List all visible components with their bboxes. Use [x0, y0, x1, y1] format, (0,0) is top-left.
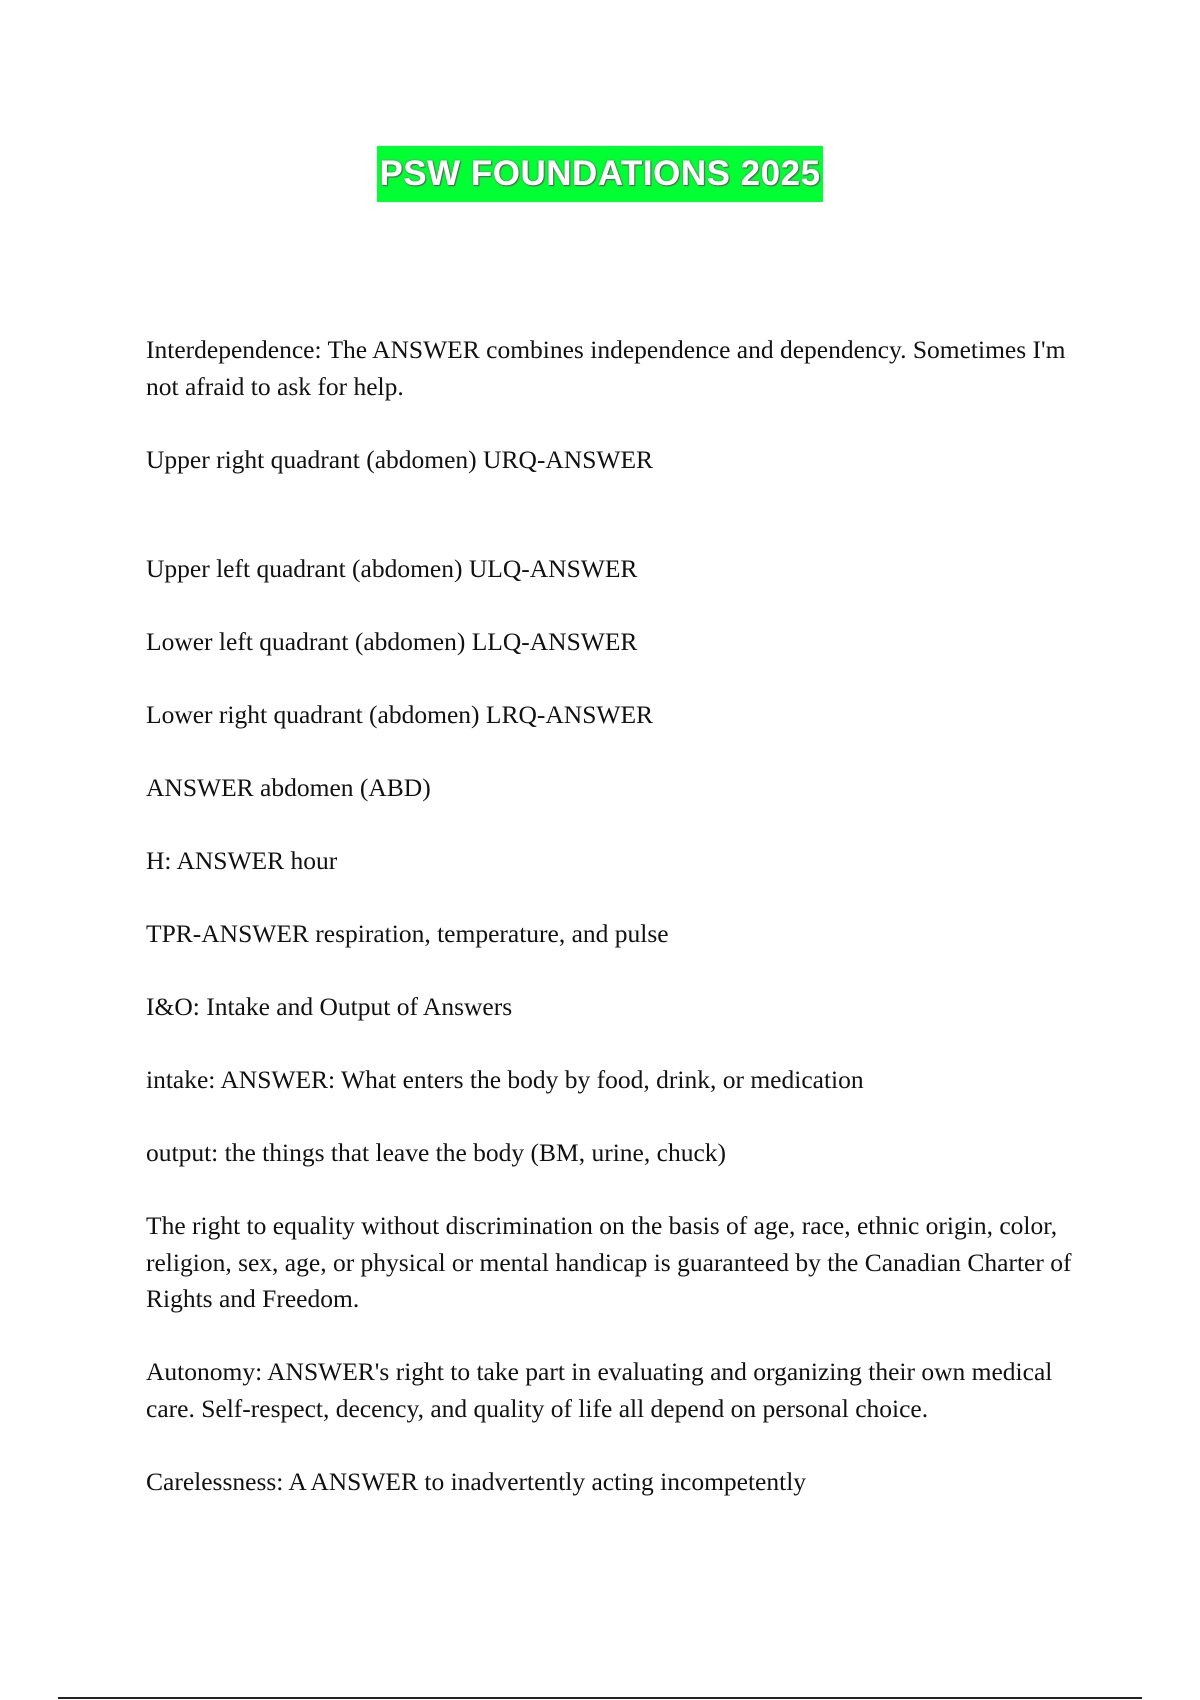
entry-right-to-equality: The right to equality without discrimination on the basis of age, race, ethnic origin, color, religion, sex, age, or physical or mental handicap is guaranteed by the Canadian Charter of Rights and Freedom.	[146, 1211, 1072, 1313]
entry-tpr: TPR-ANSWER respiration, temperature, and pulse	[146, 919, 669, 948]
footer-divider	[58, 1697, 1142, 1699]
entry-upper-right-quadrant: Upper right quadrant (abdomen) URQ-ANSWER	[146, 444, 654, 474]
entry-intake: intake: ANSWER: What enters the body by food, drink, or medication	[146, 1065, 864, 1094]
entry-abdomen: ANSWER abdomen (ABD)	[146, 773, 431, 802]
entry-autonomy: Autonomy: ANSWER's right to take part in evaluating and organizing their own medical care. Self-respect, decency, and quality of life all depend on personal choice.	[146, 1357, 1053, 1423]
entry-carelessness: Carelessness: A ANSWER to inadvertently acting incompetently	[146, 1466, 807, 1496]
entry-intake-output: I&O: Intake and Output of Answers	[146, 992, 513, 1021]
entry-lower-left-quadrant: Lower left quadrant (abdomen) LLQ-ANSWER	[146, 627, 638, 656]
entry-hour: H: ANSWER hour	[146, 846, 338, 875]
document-body	[146, 332, 1076, 1500]
title-container	[0, 146, 1200, 202]
entry-output: output: the things that leave the body (BM, urine, chuck)	[146, 1138, 727, 1167]
entry-lower-right-quadrant: Lower right quadrant (abdomen) LRQ-ANSWER	[146, 700, 654, 729]
entry-interdependence: Interdependence: The ANSWER combines independence and dependency. Sometimes I'm not afraid to ask for help.	[146, 335, 1066, 401]
entry-upper-left-quadrant: Upper left quadrant (abdomen) ULQ-ANSWER	[146, 554, 638, 583]
document-title: PSW FOUNDATIONS 2025	[377, 146, 822, 202]
